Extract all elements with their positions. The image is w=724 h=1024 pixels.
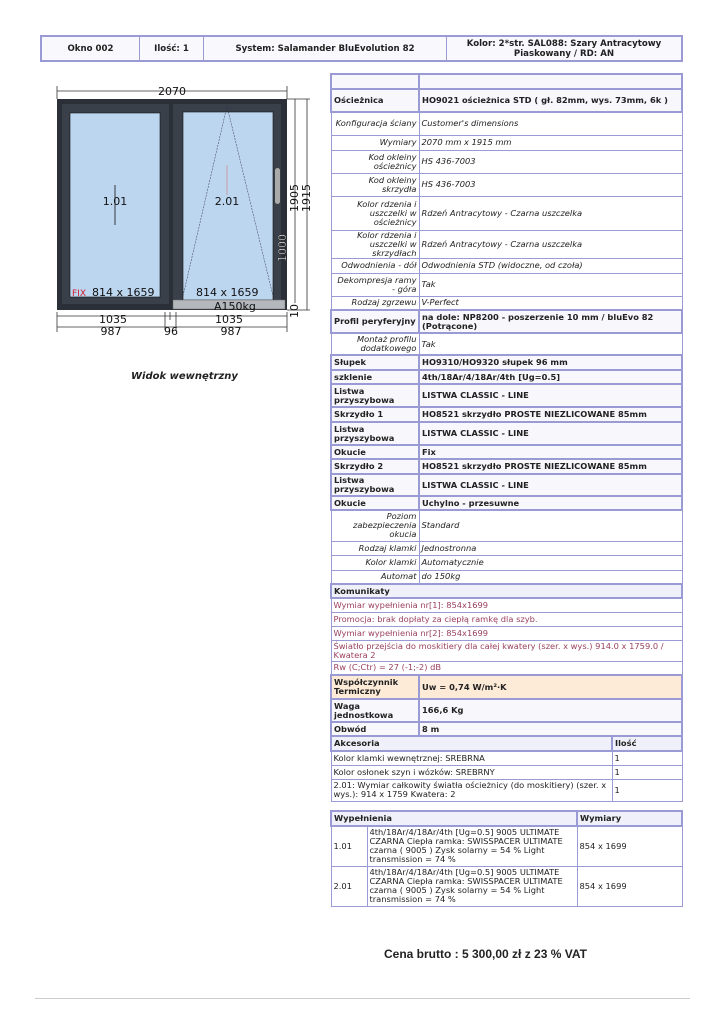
dim-height-2: 1915 (300, 184, 313, 212)
spec-row (331, 112, 682, 135)
spec-label: Kolor klamki (331, 555, 419, 570)
spec-value: HO9310/HO9320 słupek 96 mm (419, 355, 682, 370)
dim-mullion: 96 (164, 325, 178, 338)
spec-row (331, 541, 682, 555)
spec-label: Listwa przyszybowa (331, 422, 419, 445)
pane-2-size: 814 x 1659 (196, 286, 259, 299)
spec-row (331, 296, 682, 310)
spec-row (331, 173, 682, 196)
spec-value: Tak (419, 273, 682, 296)
dim-width-total: 2070 (158, 85, 186, 98)
spec-value: Fix (419, 445, 682, 459)
spec-row (331, 370, 682, 384)
spec-row (331, 258, 682, 273)
spec-row (331, 355, 682, 370)
message-text: Rw (C;Ctr) = 27 (-1;-2) dB (331, 661, 682, 675)
spec-label: Kolor rdzenia i uszczelki w skrzydłach (331, 230, 419, 258)
message-row (331, 612, 682, 626)
accessory-row (331, 751, 682, 765)
pane-1-size: 814 x 1659 (92, 286, 155, 299)
filling-desc: 4th/18Ar/4/18Ar/4th [Ug=0.5] 9005 ULTIMATE CZARNA Ciepła ramka: SWISSPACER ULTIMATE czarna ( 9005 ) Zysk solarny = 54 % Light transmission = 74 % (367, 866, 577, 906)
dim-height-1: 1905 (288, 184, 301, 212)
spec-row (331, 273, 682, 296)
spec-row (331, 570, 682, 584)
message-row (331, 640, 682, 661)
filling-dim: 854 x 1699 (577, 866, 682, 906)
view-caption: Widok wewnętrzny (131, 371, 238, 382)
spec-value: HS 436-7003 (419, 150, 682, 173)
handle-icon (275, 168, 280, 204)
spec-label: Listwa przyszybowa (331, 474, 419, 496)
message-text: Wymiar wypełnienia nr[1]: 854x1699 (331, 598, 682, 612)
message-row (331, 661, 682, 675)
spec-value: na dole: NP8200 - poszerzenie 10 mm / bluEvo 82 (Potrącone) (419, 310, 682, 333)
summary-row (331, 675, 682, 699)
spec-label: Profil peryferyjny (331, 310, 419, 333)
spec-row (331, 150, 682, 173)
accessory-qty: 1 (612, 779, 682, 801)
spec-value: Customer's dimensions (419, 112, 682, 135)
automat-label: A150kg (214, 300, 256, 313)
dim-sash-left: 1035 (99, 313, 127, 326)
spec-value: Rdzeń Antracytowy - Czarna uszczelka (419, 196, 682, 230)
dim-glass-left: 987 (100, 325, 122, 338)
pane-2-label: 2.01 (214, 195, 240, 208)
spec-label: Ościeżnica (331, 89, 419, 112)
filling-desc: 4th/18Ar/4/18Ar/4th [Ug=0.5] 9005 ULTIMATE CZARNA Ciepła ramka: SWISSPACER ULTIMATE czarna ( 9005 ) Zysk solarny = 54 % Light transmission = 74 % (367, 826, 577, 866)
spec-value: Jednostronna (419, 541, 682, 555)
spec-label: szklenie (331, 370, 419, 384)
window-color: Kolor: 2*str. SAL088: Szary Antracytowy Piaskowany / RD: AN (466, 38, 662, 59)
accessory-row (331, 765, 682, 779)
spec-row (331, 445, 682, 459)
window-name: Okno 002 (42, 37, 140, 60)
spec-value: Automatycznie (419, 555, 682, 570)
footer-divider (35, 998, 690, 999)
spec-label: Skrzydło 1 (331, 407, 419, 422)
dim-bottom-offset: 10 (288, 304, 301, 318)
spec-value: HO9021 ościeżnica STD ( gł. 82mm, wys. 73mm, 6k ) (419, 89, 682, 112)
spec-label (331, 74, 419, 89)
spec-value: LISTWA CLASSIC - LINE (419, 474, 682, 496)
spec-value: Odwodnienia STD (widoczne, od czoła) (419, 258, 682, 273)
filling-id: 2.01 (331, 866, 367, 906)
accessory-qty: 1 (612, 765, 682, 779)
window-quantity: Ilość: 1 (140, 37, 204, 60)
filling-row (331, 826, 682, 866)
accessory-name: Kolor klamki wewnętrznej: SREBRNA (331, 751, 612, 765)
summary-value: 166,6 Kg (419, 699, 682, 722)
spec-label: Listwa przyszybowa (331, 384, 419, 407)
spec-row (331, 196, 682, 230)
summary-value: Uw = 0,74 W/m²·K (419, 675, 682, 699)
accessories-header (331, 736, 682, 751)
accessories-title: Akcesoria (331, 736, 612, 751)
spec-label: Poziom zabezpieczenia okucia (331, 510, 419, 541)
spec-label: Słupek (331, 355, 419, 370)
dim-handle-height: 1000 (276, 234, 289, 262)
message-row (331, 626, 682, 640)
spec-row (331, 496, 682, 510)
summary-label: Współczynnik Termiczny (331, 675, 419, 699)
spec-value: Standard (419, 510, 682, 541)
accessory-qty: 1 (612, 751, 682, 765)
spec-label: Okucie (331, 445, 419, 459)
spec-label: Montaż profilu dodatkowego (331, 333, 419, 355)
spec-row (331, 333, 682, 355)
spec-row (331, 510, 682, 541)
spec-value: Uchylno - przesuwne (419, 496, 682, 510)
spec-label: Kod okleiny ościeżnicy (331, 150, 419, 173)
messages-title: Komunikaty (331, 584, 682, 598)
spec-value (419, 74, 682, 89)
spec-label: Rodzaj zgrzewu (331, 296, 419, 310)
spec-value: HO8521 skrzydło PROSTE NIEZLICOWANE 85mm (419, 459, 682, 474)
summary-label: Waga jednostkowa (331, 699, 419, 722)
spec-row (331, 422, 682, 445)
summary-row (331, 722, 682, 736)
spec-row (331, 230, 682, 258)
spec-value: HS 436-7003 (419, 173, 682, 196)
spec-label: Wymiary (331, 135, 419, 150)
spec-value: do 150kg (419, 570, 682, 584)
spec-label: Kod okleiny skrzydła (331, 173, 419, 196)
fillings-header (331, 811, 682, 826)
message-text: Światło przejścia do moskitiery dla całej kwatery (szer. x wys.) 914.0 x 1759.0 / Kwatera 2 (331, 640, 682, 661)
fillings-dim-title: Wymiary (577, 811, 682, 826)
filling-row (331, 866, 682, 906)
spec-row (331, 474, 682, 496)
spec-row (331, 310, 682, 333)
spec-value: V-Perfect (419, 296, 682, 310)
spec-label: Okucie (331, 496, 419, 510)
spec-value: Rdzeń Antracytowy - Czarna uszczelka (419, 230, 682, 258)
window-system: System: Salamander BluEvolution 82 (204, 37, 447, 60)
summary-row (331, 699, 682, 722)
dim-sash-right: 1035 (215, 313, 243, 326)
accessories-qty-title: Ilość (612, 736, 682, 751)
spec-value: HO8521 skrzydło PROSTE NIEZLICOWANE 85mm (419, 407, 682, 422)
spec-value: Tak (419, 333, 682, 355)
dim-glass-right: 987 (220, 325, 242, 338)
spec-row (331, 89, 682, 112)
summary-value: 8 m (419, 722, 682, 736)
spec-label: Skrzydło 2 (331, 459, 419, 474)
fillings-title: Wypełnienia (331, 811, 577, 826)
spec-row (331, 384, 682, 407)
spec-row (331, 555, 682, 570)
gross-price: Cena brutto : 5 300,00 zł z 23 % VAT (384, 947, 587, 961)
accessory-name: 2.01: Wymiar całkowity światła ościeżnicy (do moskitiery) (szer. x wys.): 914 x 1759 Kwatera: 2 (331, 779, 612, 801)
messages-header (331, 584, 682, 598)
message-row (331, 598, 682, 612)
spec-label: Odwodnienia - dół (331, 258, 419, 273)
spec-label: Automat (331, 570, 419, 584)
message-text: Wymiar wypełnienia nr[2]: 854x1699 (331, 626, 682, 640)
spec-row (331, 407, 682, 422)
fillings-table (330, 810, 683, 907)
filling-dim: 854 x 1699 (577, 826, 682, 866)
spec-row (331, 74, 682, 89)
message-text: Promocja: brak dopłaty za ciepłą ramkę dla szyb. (331, 612, 682, 626)
spec-value: 4th/18Ar/4/18Ar/4th [Ug=0.5] (419, 370, 682, 384)
spec-label: Rodzaj klamki (331, 541, 419, 555)
spec-label: Kolor rdzenia i uszczelki w ościeżnicy (331, 196, 419, 230)
spec-value: LISTWA CLASSIC - LINE (419, 422, 682, 445)
pane-1-label: 1.01 (102, 195, 128, 208)
accessory-name: Kolor osłonek szyn i wózków: SREBRNY (331, 765, 612, 779)
summary-label: Obwód (331, 722, 419, 736)
spec-value: 2070 mm x 1915 mm (419, 135, 682, 150)
accessory-row (331, 779, 682, 801)
spec-row (331, 459, 682, 474)
spec-table (330, 73, 683, 802)
spec-label: Dekompresja ramy - góra (331, 273, 419, 296)
spec-row (331, 135, 682, 150)
filling-id: 1.01 (331, 826, 367, 866)
spec-label: Konfiguracja ściany (331, 112, 419, 135)
fix-label: FIX (72, 289, 86, 299)
spec-value: LISTWA CLASSIC - LINE (419, 384, 682, 407)
